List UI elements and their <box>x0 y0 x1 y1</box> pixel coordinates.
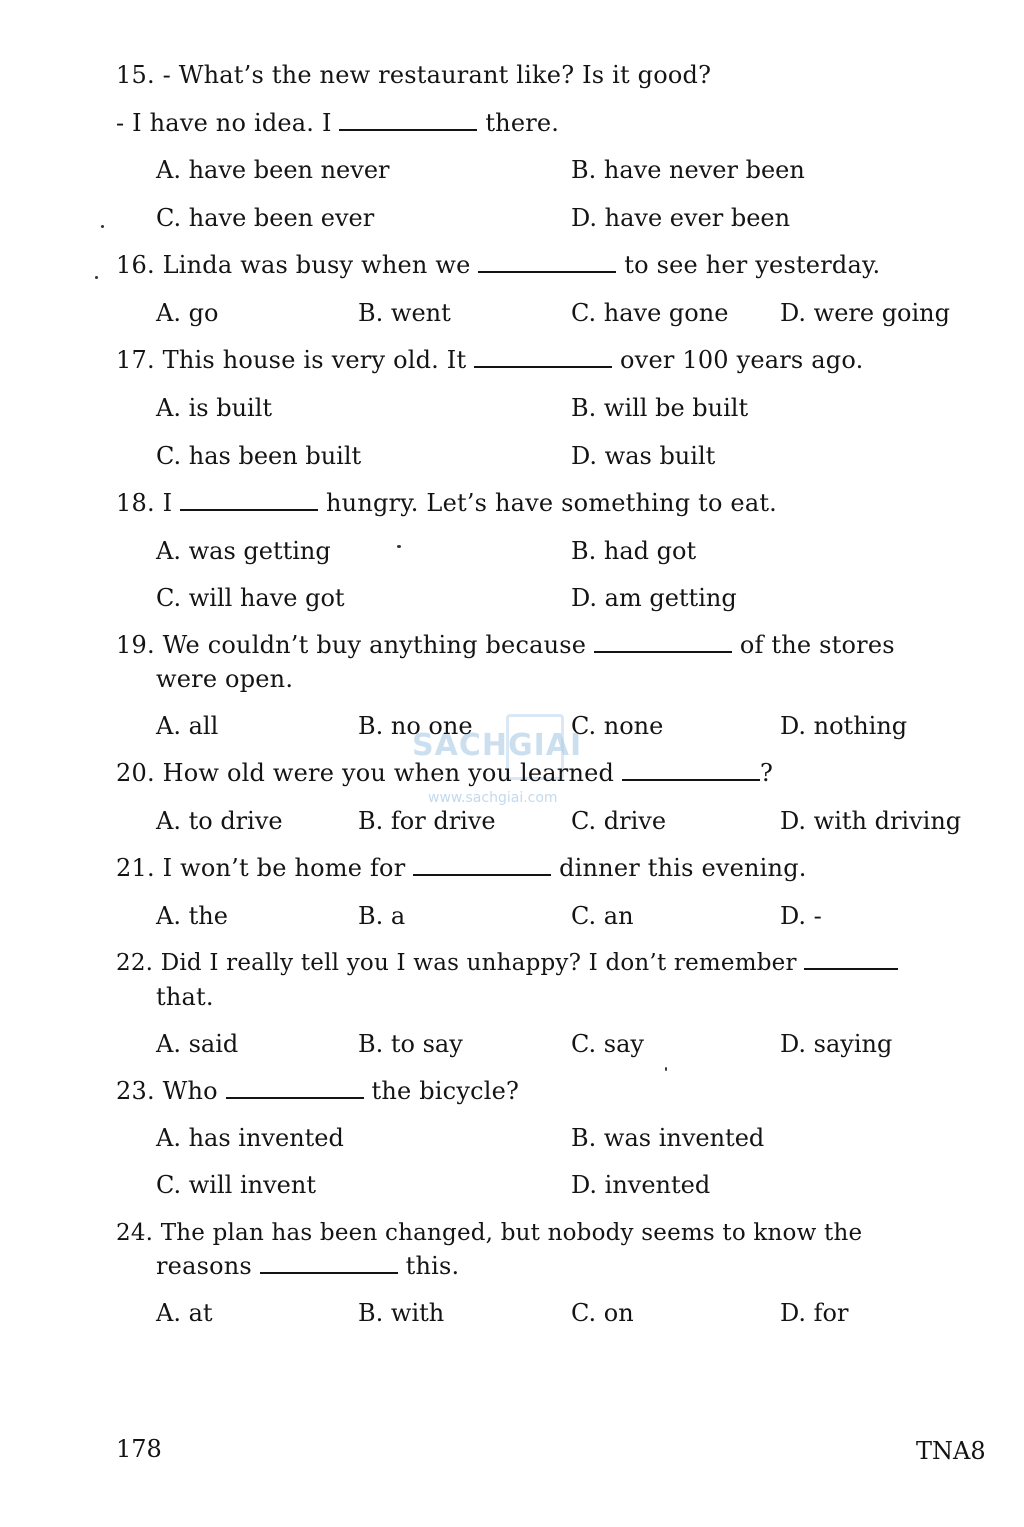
question-22 <box>116 948 898 978</box>
option-c: C. have gone <box>571 299 729 327</box>
question-text: Linda was busy when we <box>162 251 471 279</box>
option-d: D. saying <box>780 1030 893 1058</box>
option-b: B. with <box>358 1299 445 1327</box>
question-17 <box>116 345 863 375</box>
option-c: C. none <box>571 712 664 740</box>
question-19-continuation: were open. <box>156 665 294 693</box>
option-b: B. had got <box>571 537 697 565</box>
option-b: B. to say <box>358 1030 463 1058</box>
question-number: 21. <box>116 854 155 882</box>
question-number: 22. <box>116 950 154 976</box>
option-a: A. was getting <box>156 537 331 565</box>
answer-blank <box>478 251 616 273</box>
question-21 <box>116 853 807 883</box>
question-text: ? <box>759 759 774 787</box>
watermark-brand: SACHGIAI <box>412 728 583 763</box>
question-text: - What’s the new restaurant like? Is it good? <box>162 61 712 89</box>
question-number: 20. <box>116 759 155 787</box>
option-d: D. have ever been <box>571 204 791 232</box>
question-number: 24. <box>116 1220 154 1246</box>
option-a: A. said <box>156 1030 239 1058</box>
option-c: C. will have got <box>156 584 345 612</box>
answer-blank <box>804 948 898 970</box>
option-b: B. have never been <box>571 156 805 184</box>
option-a: A. is built <box>156 394 273 422</box>
question-text: over 100 years ago. <box>620 346 864 374</box>
scan-speck <box>101 225 104 228</box>
option-d: D. for <box>780 1299 849 1327</box>
question-text: I won’t be home for <box>162 854 406 882</box>
question-24 <box>116 1218 862 1248</box>
scan-speck <box>665 1067 667 1071</box>
question-23 <box>116 1076 519 1106</box>
question-text: reasons <box>156 1252 252 1280</box>
question-15-line2 <box>116 108 559 138</box>
answer-blank <box>339 109 477 131</box>
option-a: A. go <box>156 299 219 327</box>
option-c: C. have been ever <box>156 204 375 232</box>
question-text: hungry. Let’s have something to eat. <box>326 489 778 517</box>
question-text: Did I really tell you I was unhappy? I don’t remember <box>160 950 797 976</box>
question-text: How old were you when you learned <box>162 759 615 787</box>
option-c: C. drive <box>571 807 667 835</box>
question-19 <box>116 630 895 660</box>
option-a: A. at <box>156 1299 213 1327</box>
option-b: B. went <box>358 299 451 327</box>
question-text: We couldn’t buy anything because <box>162 631 587 659</box>
option-c: C. an <box>571 902 634 930</box>
option-a: A. have been never <box>156 156 390 184</box>
answer-blank <box>260 1252 398 1274</box>
answer-blank <box>226 1077 364 1099</box>
question-text: the bicycle? <box>371 1077 520 1105</box>
question-text: there. <box>485 109 560 137</box>
option-d: D. nothing <box>780 712 908 740</box>
option-c: C. has been built <box>156 442 362 470</box>
question-number: 18. <box>116 489 155 517</box>
option-a: A. has invented <box>156 1124 344 1152</box>
watermark-url: www.sachgiai.com <box>428 790 558 806</box>
question-text: to see her yesterday. <box>624 251 881 279</box>
option-d: D. were going <box>780 299 951 327</box>
question-number: 17. <box>116 346 155 374</box>
question-number: 19. <box>116 631 155 659</box>
book-code: TNA8 <box>916 1437 986 1465</box>
question-15 <box>116 60 711 90</box>
page-number: 178 <box>116 1435 162 1463</box>
answer-blank <box>622 759 760 781</box>
option-d: D. am getting <box>571 584 737 612</box>
question-18 <box>116 488 777 518</box>
answer-blank <box>413 854 551 876</box>
question-16 <box>116 250 880 280</box>
scan-speck <box>397 545 401 548</box>
question-text: Who <box>162 1077 218 1105</box>
question-number: 16. <box>116 251 155 279</box>
option-d: D. invented <box>571 1171 711 1199</box>
answer-blank <box>594 631 732 653</box>
question-number: 23. <box>116 1077 155 1105</box>
question-text: The plan has been changed, but nobody seems to know the <box>160 1220 863 1246</box>
question-text: - I have no idea. I <box>116 109 332 137</box>
option-c: C. will invent <box>156 1171 316 1199</box>
option-c: C. on <box>571 1299 634 1327</box>
option-c: C. say <box>571 1030 644 1058</box>
question-20 <box>116 758 773 788</box>
option-a: A. the <box>156 902 228 930</box>
question-number: 15. <box>116 61 155 89</box>
option-b: B. for drive <box>358 807 496 835</box>
option-b: B. was invented <box>571 1124 765 1152</box>
option-d: D. was built <box>571 442 716 470</box>
answer-blank <box>474 346 612 368</box>
option-b: B. a <box>358 902 406 930</box>
question-text: I <box>162 489 173 517</box>
question-22-continuation: that. <box>156 983 214 1011</box>
question-text: dinner this evening. <box>559 854 807 882</box>
option-b: B. will be built <box>571 394 749 422</box>
option-b: B. no one <box>358 712 473 740</box>
option-a: A. to drive <box>156 807 283 835</box>
question-text: of the stores <box>739 631 895 659</box>
option-d: D. - <box>780 902 822 930</box>
question-24-continuation <box>156 1251 459 1281</box>
answer-blank <box>180 489 318 511</box>
option-d: D. with driving <box>780 807 962 835</box>
question-text: This house is very old. It <box>162 346 467 374</box>
question-text: this. <box>405 1252 460 1280</box>
option-a: A. all <box>156 712 219 740</box>
scan-speck <box>95 276 98 279</box>
